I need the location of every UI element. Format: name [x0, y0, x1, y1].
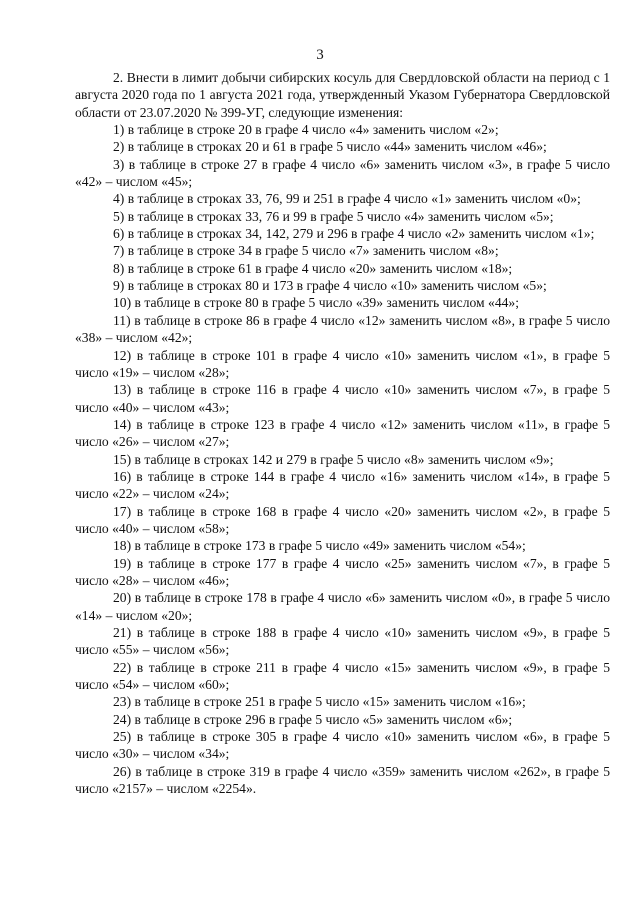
amendment-item: 7) в таблице в строке 34 в графе 5 число «7» заменить числом «8»;	[113, 243, 499, 259]
amendment-item: 19) в таблице в строке 177 в графе 4 число «25» заменить числом «7», в графе 5 число «28» – числом «46»;	[75, 555, 610, 588]
amendment-item: 9) в таблице в строках 80 и 173 в графе 4 число «10» заменить числом «5»;	[113, 278, 547, 294]
amendment-item: 26) в таблице в строке 319 в графе 4 число «359» заменить числом «262», в графе 5 число «2157» – числом «2254».	[75, 763, 610, 797]
amendment-item: 23) в таблице в строке 251 в графе 5 число «15» заменить числом «16»;	[113, 694, 526, 710]
amendment-item: 12) в таблице в строке 101 в графе 4 число «10» заменить числом «1», в графе 5 число «19» – числом «28»;	[75, 347, 610, 380]
page-number: 3	[316, 47, 324, 63]
intro-paragraph: 2. Внести в лимит добычи сибирских косуль для Свердловской области на период с 1 августа 2020 года по 1 августа 2021 года, утвержденный Указом Губернатора Свердловской области от 23.07.2020 № 399-УГ, следующие изменения:	[75, 70, 610, 120]
amendment-item: 4) в таблице в строках 33, 76, 99 и 251 в графе 4 число «1» заменить числом «0»;	[113, 191, 581, 207]
amendment-item: 25) в таблице в строке 305 в графе 4 число «10» заменить числом «6», в графе 5 число «30» – числом «34»;	[75, 729, 610, 762]
amendment-item: 16) в таблице в строке 144 в графе 4 число «16» заменить числом «14», в графе 5 число «22» – числом «24»;	[75, 468, 610, 502]
amendment-list	[75, 121, 610, 797]
amendment-item: 10) в таблице в строке 80 в графе 5 число «39» заменить числом «44»;	[113, 295, 519, 311]
amendment-item: 15) в таблице в строках 142 и 279 в графе 5 число «8» заменить числом «9»;	[113, 451, 554, 467]
amendment-item: 14) в таблице в строке 123 в графе 4 число «12» заменить числом «11», в графе 5 число «26» – числом «27»;	[75, 416, 610, 450]
amendment-item: 18) в таблице в строке 173 в графе 5 число «49» заменить числом «54»;	[113, 538, 526, 554]
amendment-item: 6) в таблице в строках 34, 142, 279 и 296 в графе 4 число «2» заменить числом «1»;	[113, 226, 595, 242]
document-body	[75, 69, 610, 797]
amendment-item: 22) в таблице в строке 211 в графе 4 число «15» заменить числом «9», в графе 5 число «54» – числом «60»;	[75, 659, 610, 693]
amendment-item: 20) в таблице в строке 178 в графе 4 число «6» заменить числом «0», в графе 5 число «14» – числом «20»;	[75, 590, 610, 623]
amendment-item: 17) в таблице в строке 168 в графе 4 число «20» заменить числом «2», в графе 5 число «40» – числом «58»;	[75, 503, 610, 536]
amendment-item: 1) в таблице в строке 20 в графе 4 число «4» заменить числом «2»;	[113, 122, 499, 138]
amendment-item: 24) в таблице в строке 296 в графе 5 число «5» заменить числом «6»;	[113, 711, 513, 727]
amendment-item: 8) в таблице в строке 61 в графе 4 число «20» заменить числом «18»;	[113, 260, 513, 276]
amendment-item: 13) в таблице в строке 116 в графе 4 число «10» заменить числом «7», в графе 5 число «40» – числом «43»;	[75, 382, 610, 415]
amendment-item: 5) в таблице в строках 33, 76 и 99 в графе 5 число «4» заменить числом «5»;	[113, 208, 554, 224]
amendment-item: 11) в таблице в строке 86 в графе 4 число «12» заменить числом «8», в графе 5 число «38» – числом «42»;	[75, 312, 610, 346]
amendment-item: 21) в таблице в строке 188 в графе 4 число «10» заменить числом «9», в графе 5 число «55» – числом «56»;	[75, 625, 610, 658]
amendment-item: 2) в таблице в строках 20 и 61 в графе 5 число «44» заменить числом «46»;	[113, 139, 547, 155]
amendment-item: 3) в таблице в строке 27 в графе 4 число «6» заменить числом «3», в графе 5 число «42» – числом «45»;	[75, 156, 610, 190]
